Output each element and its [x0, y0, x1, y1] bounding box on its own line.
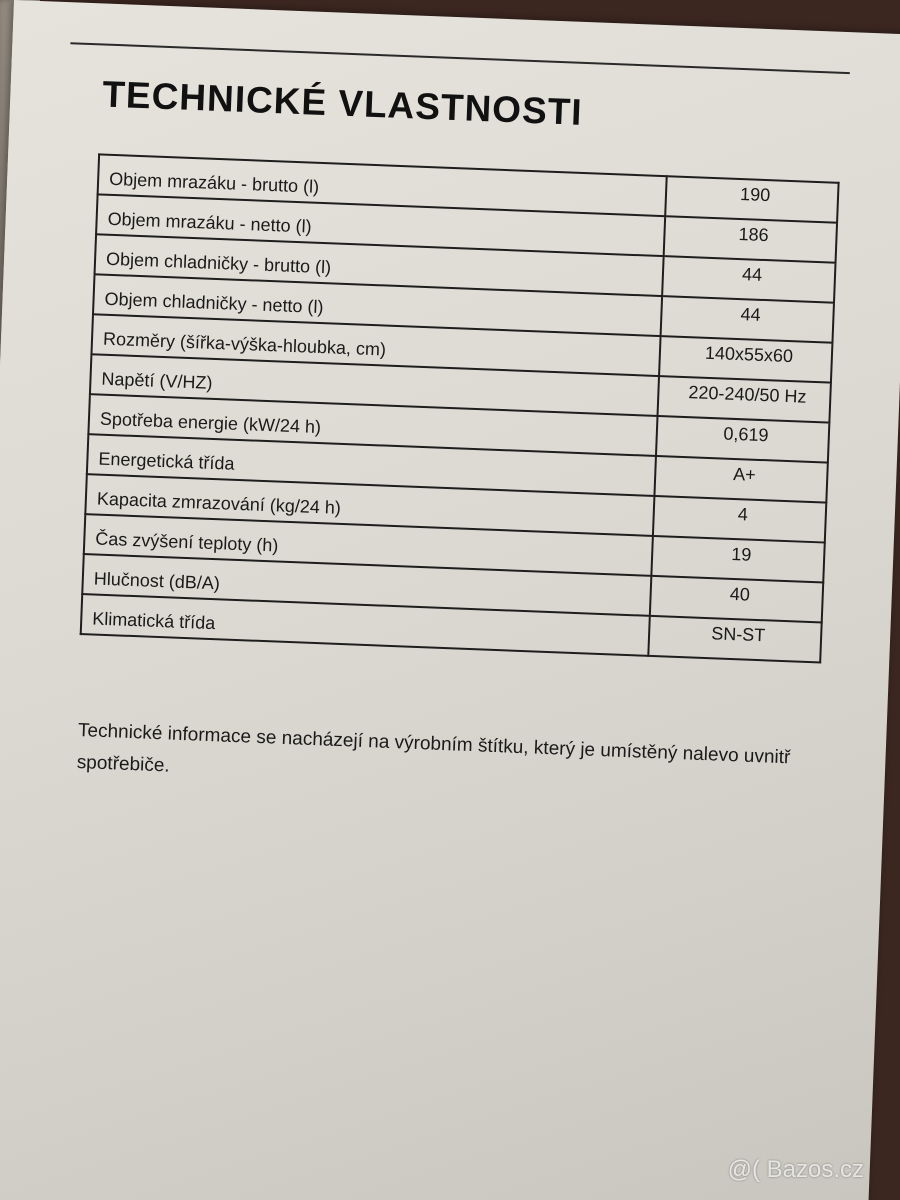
specs-table [80, 153, 840, 663]
spec-label: Objem mrazáku - netto (l) [96, 194, 665, 256]
spec-value: 0,619 [656, 416, 829, 463]
spec-label: Napětí (V/HZ) [90, 354, 659, 416]
spec-value: SN-ST [649, 616, 822, 663]
spec-value: 40 [650, 576, 823, 623]
spec-label: Objem chladničky - netto (l) [93, 274, 662, 336]
spec-label: Čas zvýšení teploty (h) [84, 514, 653, 576]
spec-label: Spotřeba energie (kW/24 h) [88, 394, 657, 456]
spec-label: Klimatická třída [81, 594, 650, 656]
spec-value: A+ [655, 456, 828, 503]
spec-label: Objem mrazáku - brutto (l) [98, 154, 667, 216]
spec-label: Objem chladničky - brutto (l) [95, 234, 664, 296]
info-note: Technické informace se nacházejí na výrobním štítku, který je umístěný nalevo uvnitř spotřebiče. [76, 720, 791, 777]
spec-value: 186 [664, 216, 837, 263]
spec-label: Kapacita zmrazování (kg/24 h) [85, 474, 654, 536]
spec-value: 140x55x60 [659, 336, 832, 383]
top-rule [70, 42, 850, 74]
spec-label: Rozměry (šířka-výška-hloubka, cm) [91, 314, 660, 376]
watermark: @( Bazos.cz [727, 1156, 864, 1183]
page-title: TECHNICKÉ VLASTNOSTI [101, 73, 584, 133]
spec-label: Hlučnost (dB/A) [82, 554, 651, 616]
spec-label: Energetická třída [87, 434, 656, 496]
spec-value: 19 [652, 536, 825, 583]
spec-value: 4 [653, 496, 826, 543]
spec-value: 44 [661, 296, 834, 343]
spec-value: 44 [662, 256, 835, 303]
spec-value: 220-240/50 Hz [658, 376, 831, 423]
spec-value: 190 [665, 176, 838, 223]
